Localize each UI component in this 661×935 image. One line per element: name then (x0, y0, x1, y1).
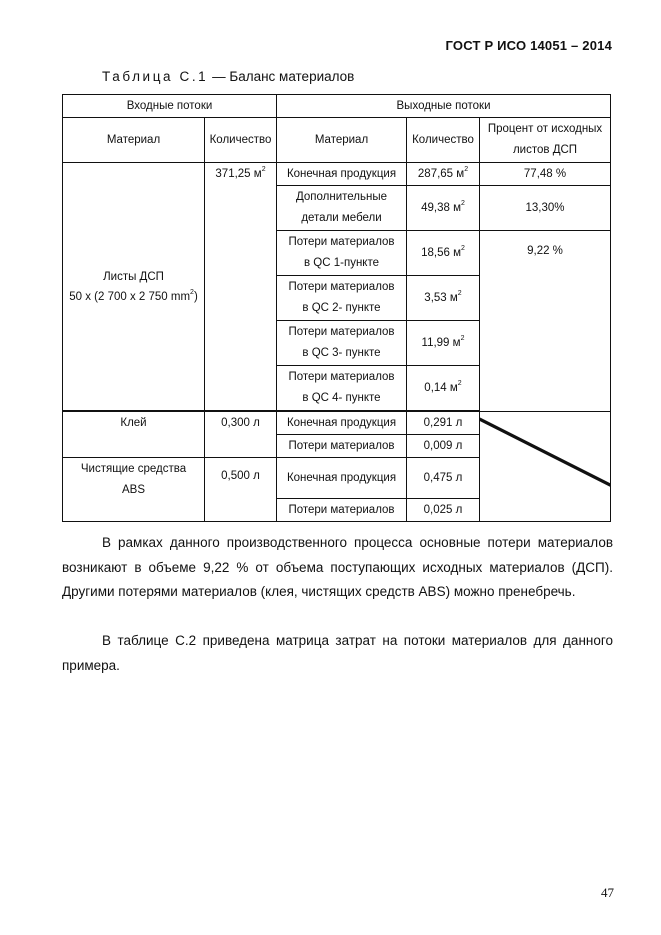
input-dsp-size-close: ) (193, 290, 198, 303)
body-paragraph-2 (62, 629, 613, 678)
document-header: ГОСТ Р ИСО 14051 – 2014 (445, 38, 612, 53)
body-paragraph-1 (62, 531, 613, 605)
output-qty: 0,291 л (407, 411, 480, 435)
col-header-percent-line2: листов ДСП (512, 144, 578, 156)
table-caption-label: Таблица С.1 (102, 69, 209, 84)
output-qty-value: 11,99 м (421, 337, 461, 349)
output-qty (407, 366, 480, 412)
output-qty-value: 0,14 м (424, 382, 458, 394)
output-percent-empty (480, 411, 611, 522)
table-row (63, 411, 611, 435)
output-qty: 0,009 л (407, 435, 480, 458)
output-percent: 13,30% (480, 186, 611, 231)
output-qty (407, 163, 480, 186)
diagonal-line (480, 412, 610, 522)
output-material: Конечная продукция (277, 163, 407, 186)
output-qty-sup: 2 (460, 335, 465, 343)
table-row (63, 163, 611, 186)
output-material-line1: Потери материалов (288, 371, 395, 383)
col-header-percent-line1: Процент от исходных (487, 123, 603, 135)
output-material-line1: Дополнительные (295, 191, 388, 203)
output-material (277, 186, 407, 231)
output-material: Потери материалов (277, 435, 407, 458)
output-material: Конечная продукция (277, 411, 407, 435)
output-material-line2: в QC 2- пункте (302, 302, 381, 314)
input-flows-header: Входные потоки (63, 95, 277, 118)
output-material-line2: в QC 4- пункте (302, 392, 381, 404)
output-material-line2: детали мебели (301, 212, 382, 224)
output-percent-losses (480, 231, 611, 412)
output-material (277, 366, 407, 412)
output-qty-sup: 2 (457, 290, 462, 298)
col-header-out-material: Материал (277, 118, 407, 163)
output-qty (407, 186, 480, 231)
output-qty-value: 3,53 м (424, 292, 458, 304)
material-balance-table-container (62, 94, 610, 522)
input-glue-name: Клей (63, 411, 205, 458)
input-cleaner-name (63, 458, 205, 522)
output-material (277, 231, 407, 276)
material-balance-table (62, 94, 611, 522)
output-qty-sup: 2 (457, 380, 462, 388)
input-cleaner-name-line2: ABS (121, 484, 145, 496)
input-cleaner-qty (205, 458, 277, 522)
output-material (277, 276, 407, 321)
col-header-out-quantity: Количество (407, 118, 480, 163)
output-percent: 77,48 % (480, 163, 611, 186)
output-qty: 0,475 л (407, 458, 480, 499)
output-material-line2: в QC 1-пункте (304, 257, 379, 269)
table-caption-title: Баланс материалов (229, 69, 355, 84)
output-material-line1: Потери материалов (288, 236, 395, 248)
output-material: Потери материалов (277, 499, 407, 522)
output-qty-sup: 2 (464, 166, 469, 174)
page-number: 47 (601, 885, 614, 900)
column-header-row (63, 118, 611, 163)
output-qty (407, 276, 480, 321)
input-cleaner-name-line1: Чистящие средства (80, 463, 187, 475)
output-qty (407, 321, 480, 366)
output-qty (407, 231, 480, 276)
output-material: Конечная продукция (277, 458, 407, 499)
output-material-line1: Потери материалов (288, 281, 395, 293)
input-dsp-name-line2 (65, 287, 202, 307)
table-caption (102, 69, 354, 84)
col-header-in-quantity: Количество (205, 118, 277, 163)
output-qty-sup: 2 (460, 245, 465, 253)
output-material-line2: в QC 3- пункте (302, 347, 381, 359)
output-material (277, 321, 407, 366)
output-percent-losses-value: 9,22 % (527, 245, 563, 257)
output-flows-header: Выходные потоки (277, 95, 611, 118)
input-dsp-size-sup: 2 (190, 288, 194, 296)
input-dsp-name-line1: Листы ДСП (103, 270, 164, 283)
input-cleaner-qty-value: 0,500 л (221, 470, 260, 482)
input-glue-qty: 0,300 л (205, 411, 277, 458)
col-header-in-material: Материал (63, 118, 205, 163)
group-header-row (63, 95, 611, 118)
output-qty-value: 287,65 м (417, 168, 465, 180)
input-dsp-qty (205, 163, 277, 412)
body-paragraph-1-text: В рамках данного производственного процесса основные потери материалов возникают в объеме 9,22 % от объема поступающих исходных материалов (ДСП). Другими потерями материалов (клея, чистящих средств ABS) можно пренебречь. (62, 535, 613, 599)
output-qty-value: 49,38 м (421, 202, 461, 214)
body-paragraph-2-text: В таблице С.2 приведена матрица затрат на потоки материалов для данного примера. (62, 633, 613, 673)
col-header-percent (480, 118, 611, 163)
input-dsp-qty-value: 371,25 м (215, 168, 262, 180)
output-qty-sup: 2 (460, 200, 465, 208)
input-dsp-name (63, 163, 205, 412)
table-caption-dash: — (212, 69, 226, 84)
output-material-line1: Потери материалов (288, 326, 395, 338)
output-qty-value: 18,56 м (421, 247, 461, 259)
output-qty: 0,025 л (407, 499, 480, 522)
input-dsp-size: 50 х (2 700 х 2 750 mm (69, 290, 191, 303)
input-dsp-qty-sup: 2 (261, 166, 266, 174)
